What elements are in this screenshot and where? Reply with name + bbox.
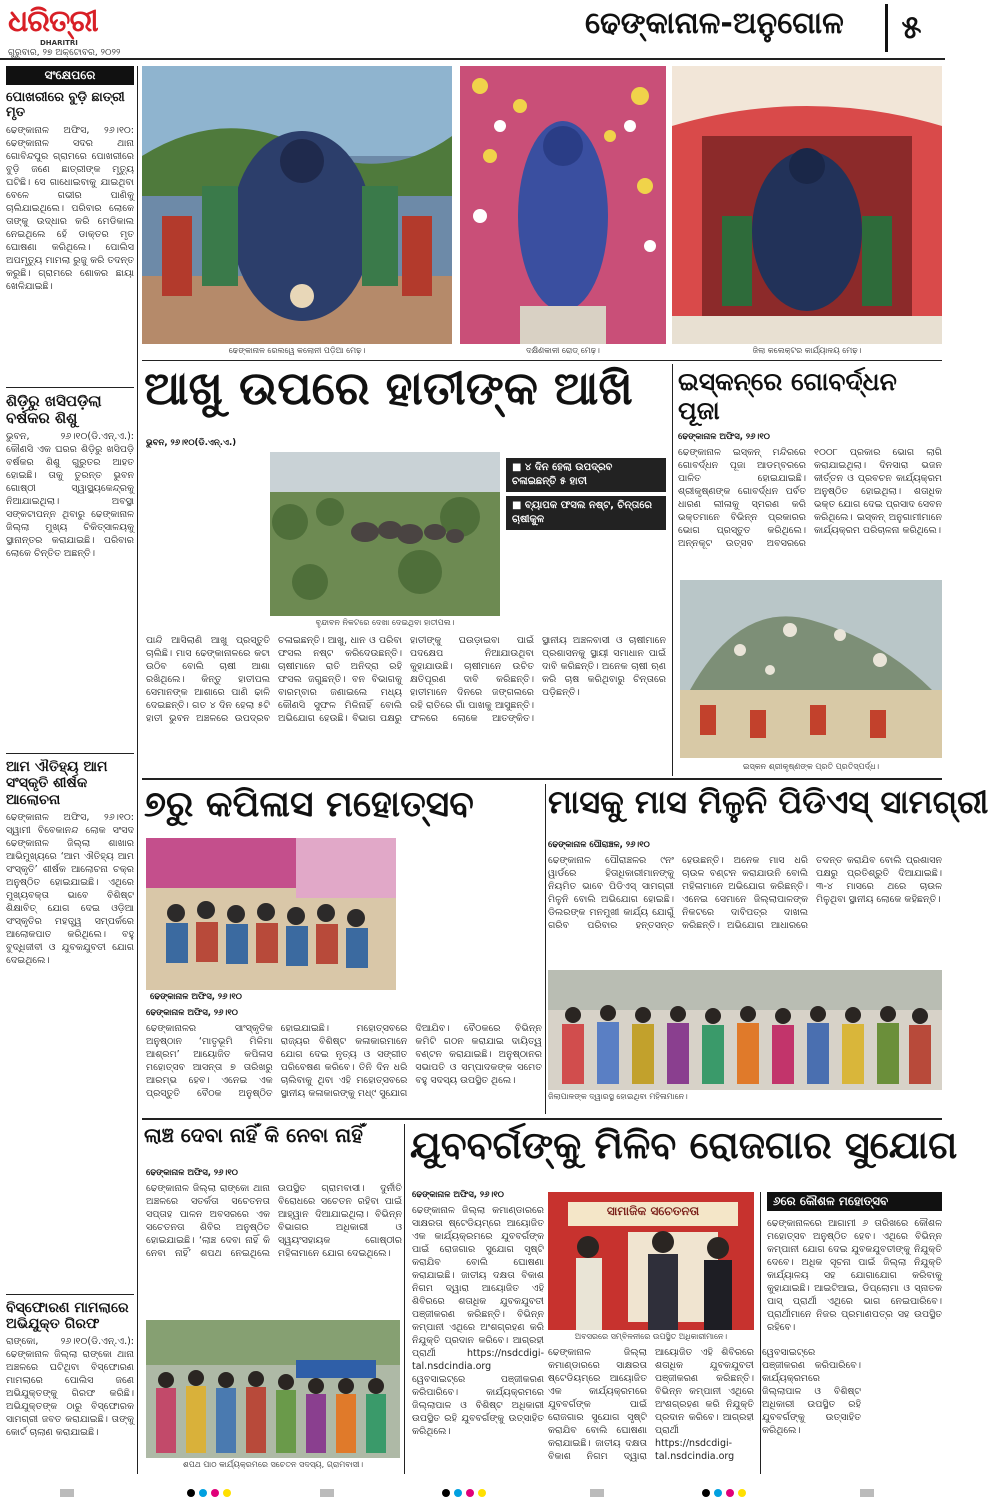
brief-body-4: ରାଙ୍କୋ, ୨୬।୧୦(ଡି.ଏନ୍.ଏ.): ଢେଙ୍କାନାଳ ଜିଲ୍ଲା ରାଙ୍କୋ ଥାନା ଅଞ୍ଚଳରେ ଘଟିଥିବା ବିସ୍ଫୋରଣ ମାମଲାରେ ପୋଲିସ ଜଣେ ଅଭିଯୁକ୍ତଙ୍କୁ ଗିରଫ କରିଛି। ଅଭିଯୁକ୍ତଙ୍କ ଠାରୁ ବିସ୍ଫୋରକ ସାମଗ୍ରୀ ଜବତ କରାଯାଇଛି। ତାଙ୍କୁ କୋର୍ଟ ଚାଲାଣ କରାଯାଇଛି। <box>6 1335 134 1438</box>
kapilas-meeting-photo[interactable] <box>146 838 396 990</box>
pds-women-photo[interactable] <box>548 970 942 1090</box>
youth-headline[interactable]: ଯୁବବର୍ଗଙ୍କୁ ମିଳିବ ରୋଜଗାର ସୁଯୋଗ <box>410 1123 958 1167</box>
iskcon-headline[interactable]: ଇସ୍କନ୍‌ରେ ଗୋବର୍ଦ୍ଧନ ପୂଜା <box>678 367 897 425</box>
newspaper-logo[interactable]: ଧରିତ୍ରୀ <box>8 4 98 39</box>
divider <box>142 1118 942 1120</box>
brief-headline-1[interactable]: ପୋଖରୀରେ ବୁଡ଼ି ଛାତ୍ରୀ ମୃତ <box>6 90 125 120</box>
photo-caption-3: ଜିଲା କଲେକ୍ଟର କାର୍ଯ୍ୟାଳୟ ମେଢ଼। <box>752 346 862 355</box>
masthead <box>0 0 945 60</box>
employment-photo-caption: ଅବସରରେ ସମ୍ବିଳନୀରେ ଉପସ୍ଥିତ ଅଧିକାରୀମାନେ। <box>574 1332 728 1341</box>
bribe-body: ଢେଙ୍କାନାଳ ଜିଲ୍ଲା ରାଙ୍କୋ ଥାନା ଅଞ୍ଚଳରେ ସତର୍କତା ସଚେତନତା ସପ୍ତାହ ପାଳନ ଅବସରରେ ଏକ ସଚେତନତା ଶିବିର ଅନୁଷ୍ଠିତ ହୋଇଯାଇଛି। ‘ଲାଞ୍ଚ ଦେବା ନାହିଁ କି ନେବା ନାହିଁ’ ଶପଥ ନେଇଥିଲେ ଉପସ୍ଥିତ ଗ୍ରାମବାସୀ। ଦୁର୍ନୀତି ବିରୋଧରେ ସଚେତନ ରହିବା ପାଇଁ ଆହ୍ୱାନ ଦିଆଯାଇଥିଲା। ବିଭିନ୍ନ ବିଭାଗର ଅଧିକାରୀ ଓ ସ୍ୱୟଂସହାୟକ ଗୋଷ୍ଠୀର ମହିଳାମାନେ ଯୋଗ ଦେଇଥିଲେ। <box>146 1183 402 1259</box>
iskcon-body: ଢେଙ୍କାନାଳ ଇସ୍କନ୍ ମନ୍ଦିରରେ ଗୋବର୍ଦ୍ଧନ ପୂଜା ଆଡମ୍ବରରେ ପାଳିତ ହୋଇଯାଇଛି। ଶ୍ରୀକୃଷ୍ଣଙ୍କ ଗୋବର୍ଦ୍ଧନ ପର୍ବତ ଧାରଣ ଲୀଳାକୁ ସ୍ମରଣ କରି ଭକ୍ତମାନେ ବିଭିନ୍ନ ପ୍ରକାରର ଭୋଗ ପ୍ରସ୍ତୁତ କରିଥିଲେ। ଅନ୍ନକୂଟ ଉତ୍ସବ ଅବସରରେ ୧୦୦୮ ପ୍ରକାର ଭୋଗ ଲାଗି କରାଯାଇଥିଲା। ଦିନସାରା ଭଜନ କୀର୍ତ୍ତନ ଓ ପ୍ରବଚନ କାର୍ଯ୍ୟକ୍ରମ ଅନୁଷ୍ଠିତ ହୋଇଥିଲା। ଶତାଧିକ ଭକ୍ତ ଯୋଗ ଦେଇ ପ୍ରସାଦ ସେବନ କରିଥିଲେ। ଇସ୍କନ୍ ଅନୁଗାମୀମାନେ କାର୍ଯ୍ୟକ୍ରମ ପରିଚାଳନା କରିଥିଲେ। <box>678 447 942 549</box>
brief-body-1: ଢେଙ୍କାନାଳ ଅଫିସ, ୨୬।୧୦: ଢେଙ୍କାନାଳ ସଦର ଥାନା ଗୋବିନ୍ଦପୁର ଗ୍ରାମରେ ପୋଖରୀରେ ବୁଡ଼ି ଜଣେ ଛାତ୍ରୀଙ୍କ ମୃତ୍ୟୁ ଘଟିଛି। ସେ ଗାଧୋଇବାକୁ ଯାଇଥିବା ବେଳେ ଗଭୀର ପାଣିକୁ ଚାଲିଯାଇଥିଲେ। ପରିବାର ଲୋକେ ତାଙ୍କୁ ଉଦ୍ଧାର କରି ମେଡିକାଲ ନେଇଥିଲେ ହେଁ ଡାକ୍ତର ମୃତ ଘୋଷଣା କରିଥିଲେ। ପୋଲିସ ଅପମୃତ୍ୟୁ ମାମଲା ରୁଜୁ କରି ତଦନ୍ତ କରୁଛି। ଗ୍ରାମରେ ଶୋକର ଛାୟା ଖେଳିଯାଇଛି। <box>6 124 134 292</box>
elephant-bullet-1: ■ ୪ ଦିନ ହେଲା ଉପଦ୍ରବ ଚଳାଇଛନ୍ତି ୫ ହାତୀ <box>506 458 666 492</box>
kapilas-byline: ଢେଙ୍କାନାଳ ଅଫିସ, ୨୬।୧୦ <box>146 1008 238 1018</box>
brief-body-2: ଭୁବନ, ୨୬।୧୦(ଡି.ଏନ୍.ଏ.): କୌଣସି ଏକ ଘରର ଶିଡ଼ିରୁ ଖସିପଡ଼ି ବର୍ଷକର ଶିଶୁ ଗୁରୁତର ଆହତ ହୋଇଛି। ତାକୁ ତୁରନ୍ତ ଭୁବନ ଗୋଷ୍ଠୀ ସ୍ୱାସ୍ଥ୍ୟକେନ୍ଦ୍ରକୁ ନିଆଯାଇଥିଲା। ଅବସ୍ଥା ସଙ୍କଟାପନ୍ନ ଥିବାରୁ ଢେଙ୍କାନାଳ ଜିଲ୍ଲା ମୁଖ୍ୟ ଚିକିତ୍ସାଳୟକୁ ସ୍ଥାନାନ୍ତର କରାଯାଇଛି। ପରିବାର ଲୋକେ ଚିନ୍ତିତ ଅଛନ୍ତି। <box>6 431 134 560</box>
skill-body: ଢେଙ୍କାନାଳରେ ଆଗାମୀ ୬ ତାରିଖରେ କୌଶଳ ମହୋତ୍ସବ ଅନୁଷ୍ଠିତ ହେବ। ଏଥିରେ ବିଭିନ୍ନ କମ୍ପାନୀ ଯୋଗ ଦେଇ ଯୁବକଯୁବତୀଙ୍କୁ ନିଯୁକ୍ତି ଦେବେ। ଅଧିକ ସୂଚନା ପାଇଁ ଜିଲ୍ଲା ନିଯୁକ୍ତି କାର୍ଯ୍ୟାଳୟ ସହ ଯୋଗାଯୋଗ କରିବାକୁ କୁହାଯାଇଛି। ଆଇଟିଆଇ, ଡିପ୍ଲୋମା ଓ ସ୍ନାତକ ପାସ୍ ପ୍ରାର୍ଥୀ ଏଥିରେ ଭାଗ ନେଇପାରିବେ। ପ୍ରାର୍ଥୀମାନେ ନିଜର ପ୍ରମାଣପତ୍ର ସହ ଉପସ୍ଥିତ ରହିବେ। <box>767 1218 942 1333</box>
elephant-byline: ଭୁବନ, ୨୬।୧୦(ଡି.ଏନ୍.ଏ.) <box>146 438 237 448</box>
brief-headline-4[interactable]: ବିସ୍ଫୋରଣ ମାମଲାରେ ଅଭିଯୁକ୍ତ ଗିରଫ <box>6 1299 129 1332</box>
pds-headline[interactable]: ମାସକୁ ମାସ ମିଳୁନି ପିଡିଏସ୍ ସାମଗ୍ରୀ <box>548 783 988 821</box>
page-number: ୫ <box>885 4 935 52</box>
pledge-photo-caption: ଶପଥ ପାଠ କାର୍ଯ୍ୟକ୍ରମରେ ସଚେତନ ସଦସ୍ୟ, ଗ୍ରାମବାସୀ। <box>182 1460 364 1469</box>
elephant-photo-caption: ବୃନ୍ଦାବନ ନିକଟରେ ଦେଖା ଦେଇଥିବା ହାତୀପଲ। <box>315 618 455 627</box>
kali-idol-photo-1[interactable] <box>142 66 452 344</box>
youth-body-bottom: ଢେଙ୍କାନାଳ ଜିଲ୍ଲା କମାଣ୍ଡାରରେ ସାକ୍ଷରତା ଷ୍ଟେଡିୟମ୍‌ରେ ଆୟୋଜିତ ଏକ କାର୍ଯ୍ୟକ୍ରମରେ ଯୁବବର୍ଗଙ୍କ ପାଇଁ ରୋଜଗାର ସୁଯୋଗ ସୃଷ୍ଟି କରାଯିବ ବୋଲି ଘୋଷଣା କରାଯାଇଛି। ଜାତୀୟ ଦକ୍ଷତା ବିକାଶ ନିଗମ ଦ୍ୱାରା ଆୟୋଜିତ ଏହି ଶିବିରରେ ଶତାଧିକ ଯୁବକଯୁବତୀ ପଞ୍ଜୀକରଣ କରିଛନ୍ତି। ବିଭିନ୍ନ କମ୍ପାନୀ ଏଥିରେ ଅଂଶଗ୍ରହଣ କରି ନିଯୁକ୍ତି ପ୍ରଦାନ କରିବେ। ଆଗ୍ରହୀ ପ୍ରାର୍ଥୀ https://nsdcdigi-tal.nsdcindia.org ୱେବସାଇଟ୍‌ରେ ପଞ୍ଜୀକରଣ କରିପାରିବେ। କାର୍ଯ୍ୟକ୍ରମରେ ଜିଲ୍ଲାପାଳ ଓ ବିଶିଷ୍ଟ ଅଧିକାରୀ ଉପସ୍ଥିତ ରହି ଯୁବବର୍ଗଙ୍କୁ ଉତ୍ସାହିତ କରିଥିଲେ। <box>548 1347 861 1462</box>
kapilas-body: ଢେଙ୍କାନାଳର ସାଂସ୍କୃତିକ ଅନୁଷ୍ଠାନ ‘ମାତୃଭୂମି ମିଳିମା ଆଶ୍ରମ’ ଆୟୋଜିତ କପିଳାସ ମହୋତ୍ସବ ଆସନ୍ତା ୭ ତାରିଖରୁ ଆରମ୍ଭ ହେବ। ଏନେଇ ଏକ ପ୍ରସ୍ତୁତି ବୈଠକ ଅନୁଷ୍ଠିତ ହୋଇଯାଇଛି। ମହୋତ୍ସବରେ ରାଜ୍ୟର ବିଶିଷ୍ଟ କଳାକାରମାନେ ଯୋଗ ଦେଇ ନୃତ୍ୟ ଓ ସଙ୍ଗୀତ ପରିବେଷଣ କରିବେ। ତିନି ଦିନ ଧରି ଚାଲିବାକୁ ଥିବା ଏହି ମହୋତ୍ସବରେ ସ୍ଥାନୀୟ କଳାକାରଙ୍କୁ ମଧ୍୯ ସୁଯୋଗ ଦିଆଯିବ। ବୈଠକରେ ବିଭିନ୍ନ କମିଟି ଗଠନ କରାଯାଇ ଦାୟିତ୍ୱ ବଣ୍ଟନ କରାଯାଇଛି। ଅନୁଷ୍ଠାନର ସଭାପତି ଓ ସମ୍ପାଦକଙ୍କ ସମେତ ବହୁ ସଦସ୍ୟ ଉପସ୍ଥିତ ଥିଲେ। <box>146 1023 542 1099</box>
column-divider <box>404 1124 405 1474</box>
elephant-body-col1 <box>146 452 266 534</box>
skill-box <box>760 1192 942 1474</box>
bribe-headline[interactable]: ଲାଞ୍ଚ ଦେବା ନାହିଁ କି ନେବା ନାହିଁ <box>144 1123 363 1147</box>
elephant-headline[interactable]: ଆଖୁ ଉପରେ ହାତୀଙ୍କ ଆଖି <box>144 361 633 415</box>
pledge-event-photo[interactable] <box>146 1320 400 1458</box>
brief-headline-2[interactable]: ଶିଡ଼ିରୁ ଖସିପଡ଼ିଲା ବର୍ଷକର ଶିଶୁ <box>6 391 102 428</box>
iskcon-photo-caption: ଇସ୍କନ ଶ୍ରୀକୃଷ୍ଣଙ୍କ ପ୍ରତି ପ୍ରତିସ୍ପର୍ଦ୍ଧ। <box>742 762 880 771</box>
pds-body: ଢେଙ୍କାନାଳ ପୌରାଞ୍ଚଳର ୯ନଂ ୱାର୍ଡରେ ହିତାଧିକାରୀମାନଙ୍କୁ ନିୟମିତ ଭାବେ ପିଡିଏସ୍ ସାମଗ୍ରୀ ମିଳୁନି ବୋଲି ଅଭିଯୋଗ ହୋଇଛି। ଡିଲରଙ୍କ ମନମୁଖୀ କାର୍ଯ୍ୟ ଯୋଗୁଁ ଗରିବ ପରିବାର ହନ୍ତସନ୍ତ ହେଉଛନ୍ତି। ଅନେକ ମାସ ଧରି ଚାଉଳ ବଣ୍ଟନ କରାଯାଉନି ବୋଲି ମହିଳାମାନେ ଅଭିଯୋଗ କରିଛନ୍ତି। ଏନେଇ ସେମାନେ ଜିଲ୍ଲାପାଳଙ୍କ ନିକଟରେ ଦାବିପତ୍ର ଦାଖଲ କରିଛନ୍ତି। ଅଭିଯୋଗ ଆଧାରରେ ତଦନ୍ତ କରାଯିବ ବୋଲି ପ୍ରଶାସନ ପକ୍ଷରୁ ପ୍ରତିଶ୍ରୁତି ଦିଆଯାଇଛି। ୩-୪ ମାସରେ ଥରେ ଚାଉଳ ମିଳୁଥିବା ସ୍ଥାନୀୟ ଲୋକେ କହିଛନ୍ତି। <box>548 855 942 931</box>
employment-event-photo[interactable] <box>548 1192 754 1330</box>
kali-idol-photo-3[interactable] <box>672 66 942 344</box>
iskcon-byline: ଢେଙ୍କାନାଳ ଅଫିସ, ୨୬।୧୦ <box>678 432 770 442</box>
section-title: ଢେଙ୍କାନାଳ-ଅନୁଗୋଳ <box>585 6 844 41</box>
pds-byline: ଢେଙ୍କାନାଳ ପୌରାଞ୍ଚଳ, ୨୬।୧୦ <box>548 840 650 850</box>
photo-caption-2: ଦକ୍ଷିଣକାଳୀ ରୋଡ୍ ମେଢ଼। <box>526 346 600 355</box>
newspaper-logo-sub: DHARITRI <box>40 39 78 47</box>
elephant-herd-photo[interactable] <box>270 452 500 616</box>
kali-idol-photo-2[interactable] <box>460 66 666 344</box>
elephant-body: ପାନ୍ଦି ଆସିଲାଣି ଆଖୁ ପ୍ରସ୍ତୁତି ଚାଲିଛି। ମାସ ଢେଙ୍କାନାଳରେ କଟା ଉଠିବ ବୋଲି ଚାଷୀ ଆଶା ରଖିଥିଲେ। କିନ୍ତୁ ହାତୀପଲ ସେମାନଙ୍କ ଆଶାରେ ପାଣି ଢାଳି ଦେଇଛନ୍ତି। ଗତ ୪ ଦିନ ହେଲା ୫ଟି ହାତୀ ଭୁବନ ଅଞ୍ଚଳରେ ଉପଦ୍ରବ ଚଳାଇଛନ୍ତି। ଆଖୁ, ଧାନ ଓ ପରିବା ଫସଲ ନଷ୍ଟ କରିଦେଉଛନ୍ତି। ଚାଷୀମାନେ ରାତି ଅନିଦ୍ରା ରହି ଫସଲ ଜଗୁଛନ୍ତି। ବନ ବିଭାଗକୁ ବାରମ୍ବାର ଜଣାଇଲେ ମଧ୍ୟ କୌଣସି ସୁଫଳ ମିଳିନାହିଁ ବୋଲି ଅଭିଯୋଗ ହେଉଛି। ବିଭାଗ ପକ୍ଷରୁ ହାତୀଙ୍କୁ ଘଉଡ଼ାଇବା ପାଇଁ ପଦକ୍ଷେପ ନିଆଯାଉଥିବା କୁହାଯାଉଛି। ଚାଷୀମାନେ ଉଚିତ କ୍ଷତିପୂରଣ ଦାବି କରିଛନ୍ତି। ହାତୀମାନେ ଦିନରେ ଜଙ୍ଗଲରେ ରହି ରାତିରେ ଗାଁ ପାଖକୁ ଆସୁଛନ୍ତି। ଫଳରେ ଲୋକେ ଆତଙ୍କିତ। ସ୍ଥାନୀୟ ଅଞ୍ଚଳବାସୀ ଓ ଚାଷୀମାନେ ପ୍ରଶାସନକୁ ସ୍ଥାୟୀ ସମାଧାନ ପାଇଁ ଦାବି କରିଛନ୍ତି। ଅନେକ ଚାଷୀ ଋଣ କରି ଚାଷ କରିଥିବାରୁ ଚିନ୍ତାରେ ପଡ଼ିଛନ୍ତି। <box>146 635 666 724</box>
brief-body-3: ଢେଙ୍କାନାଳ ଅଫିସ, ୨୬।୧୦: ସ୍ୱାମୀ ବିବେକାନନ୍ଦ ଲୋକ ସଂସଦ ଢେଙ୍କାନାଳ ଜିଲ୍ଲା ଶାଖାର ଆଭିମୁଖ୍ୟରେ ‘ଆମ ଐତିହ୍ୟ ଆମ ସଂସ୍କୃତି’ ଶୀର୍ଷକ ଆଲୋଚନା ଚକ୍ର ଅନୁଷ୍ଠିତ ହୋଇଯାଇଛି। ଏଥିରେ ମୁଖ୍ୟବକ୍ତା ଭାବେ ବିଶିଷ୍ଟ ଶିକ୍ଷାବିତ୍ ଯୋଗ ଦେଇ ଓଡ଼ିଆ ସଂସ୍କୃତିର ମହତ୍ତ୍ୱ ସମ୍ପର୍କରେ ଆଲୋକପାତ କରିଥିଲେ। ବହୁ ବୁଦ୍ଧିଜୀବୀ ଓ ଯୁବକଯୁବତୀ ଯୋଗ ଦେଇଥିଲେ। <box>6 811 134 966</box>
column-divider <box>137 66 138 1474</box>
divider <box>6 753 134 754</box>
bribe-byline: ଢେଙ୍କାନାଳ ଅଫିସ, ୨୬।୧୦ <box>146 1168 238 1178</box>
youth-body: ଢେଙ୍କାନାଳ ଜିଲ୍ଲା କମାଣ୍ଡାରରେ ସାକ୍ଷରତା ଷ୍ଟେଡିୟମ୍‌ରେ ଆୟୋଜିତ ଏକ କାର୍ଯ୍ୟକ୍ରମରେ ଯୁବବର୍ଗଙ୍କ ପାଇଁ ରୋଜଗାର ସୁଯୋଗ ସୃଷ୍ଟି କରାଯିବ ବୋଲି ଘୋଷଣା କରାଯାଇଛି। ଜାତୀୟ ଦକ୍ଷତା ବିକାଶ ନିଗମ ଦ୍ୱାରା ଆୟୋଜିତ ଏହି ଶିବିରରେ ଶତାଧିକ ଯୁବକଯୁବତୀ ପଞ୍ଜୀକରଣ କରିଛନ୍ତି। ବିଭିନ୍ନ କମ୍ପାନୀ ଏଥିରେ ଅଂଶଗ୍ରହଣ କରି ନିଯୁକ୍ତି ପ୍ରଦାନ କରିବେ। ଆଗ୍ରହୀ ପ୍ରାର୍ଥୀ https://nsdcdigi-tal.nsdcindia.org ୱେବସାଇଟ୍‌ରେ ପଞ୍ଜୀକରଣ କରିପାରିବେ। କାର୍ଯ୍ୟକ୍ରମରେ ଜିଲ୍ଲାପାଳ ଓ ବିଶିଷ୍ଟ ଅଧିକାରୀ ଉପସ୍ଥିତ ରହି ଯୁବବର୍ଗଙ୍କୁ ଉତ୍ସାହିତ କରିଥିଲେ। <box>412 1205 544 1437</box>
divider <box>142 778 942 780</box>
brief-column <box>6 66 134 1474</box>
kapilas-body-right <box>400 838 542 1012</box>
divider <box>6 1294 134 1295</box>
brief-label: ସଂକ୍ଷେପରେ <box>6 66 134 85</box>
brief-headline-3[interactable]: ଆମ ଐତିହ୍ୟ ଆମ ସଂସ୍କୃତି ଶୀର୍ଷକ ଆଲୋଚନା <box>6 759 108 808</box>
pds-photo-caption: ଜିଲାପାଳଙ୍କ ଦ୍ୱାରସ୍ଥ ହୋଇଥିବା ମହିଳାମାନେ। <box>548 1092 688 1101</box>
youth-byline: ଢେଙ୍କାନାଳ ଅଫିସ, ୨୬।୧୦ <box>412 1190 504 1200</box>
elephant-bullet-2: ■ ବ୍ୟାପକ ଫସଲ ନଷ୍ଟ, ଚିନ୍ତାରେ ଚାଷୀକୁଳ <box>506 496 666 530</box>
skill-headline[interactable]: ୬ରେ କୌଶଳ ମହୋତ୍ସବ <box>767 1192 942 1211</box>
column-divider <box>545 784 546 1114</box>
event-banner-text: ସାମାଜିକ ସଚେତନତା <box>606 1204 700 1218</box>
dateline: ଗୁରୁବାର, ୨୭ ଅକ୍ଟୋବର, ୨୦୨୨ <box>8 48 121 58</box>
kapilas-photo-caption: ଢେଙ୍କାନାଳ ଅଫିସ, ୨୬।୧୦ <box>150 992 242 1002</box>
kapilas-headline[interactable]: ୭ରୁ କପିଳାସ ମହୋତ୍ସବ <box>144 784 474 825</box>
divider <box>6 387 134 388</box>
photo-caption-1: ଢେଙ୍କାନାଳ ରେଲୱେ କଲୋନୀ ପଡ଼ିଆ ମେଢ଼। <box>228 346 366 355</box>
print-registration-marks <box>0 1478 945 1497</box>
column-divider <box>672 364 673 776</box>
govardhan-puja-photo[interactable] <box>680 580 942 758</box>
